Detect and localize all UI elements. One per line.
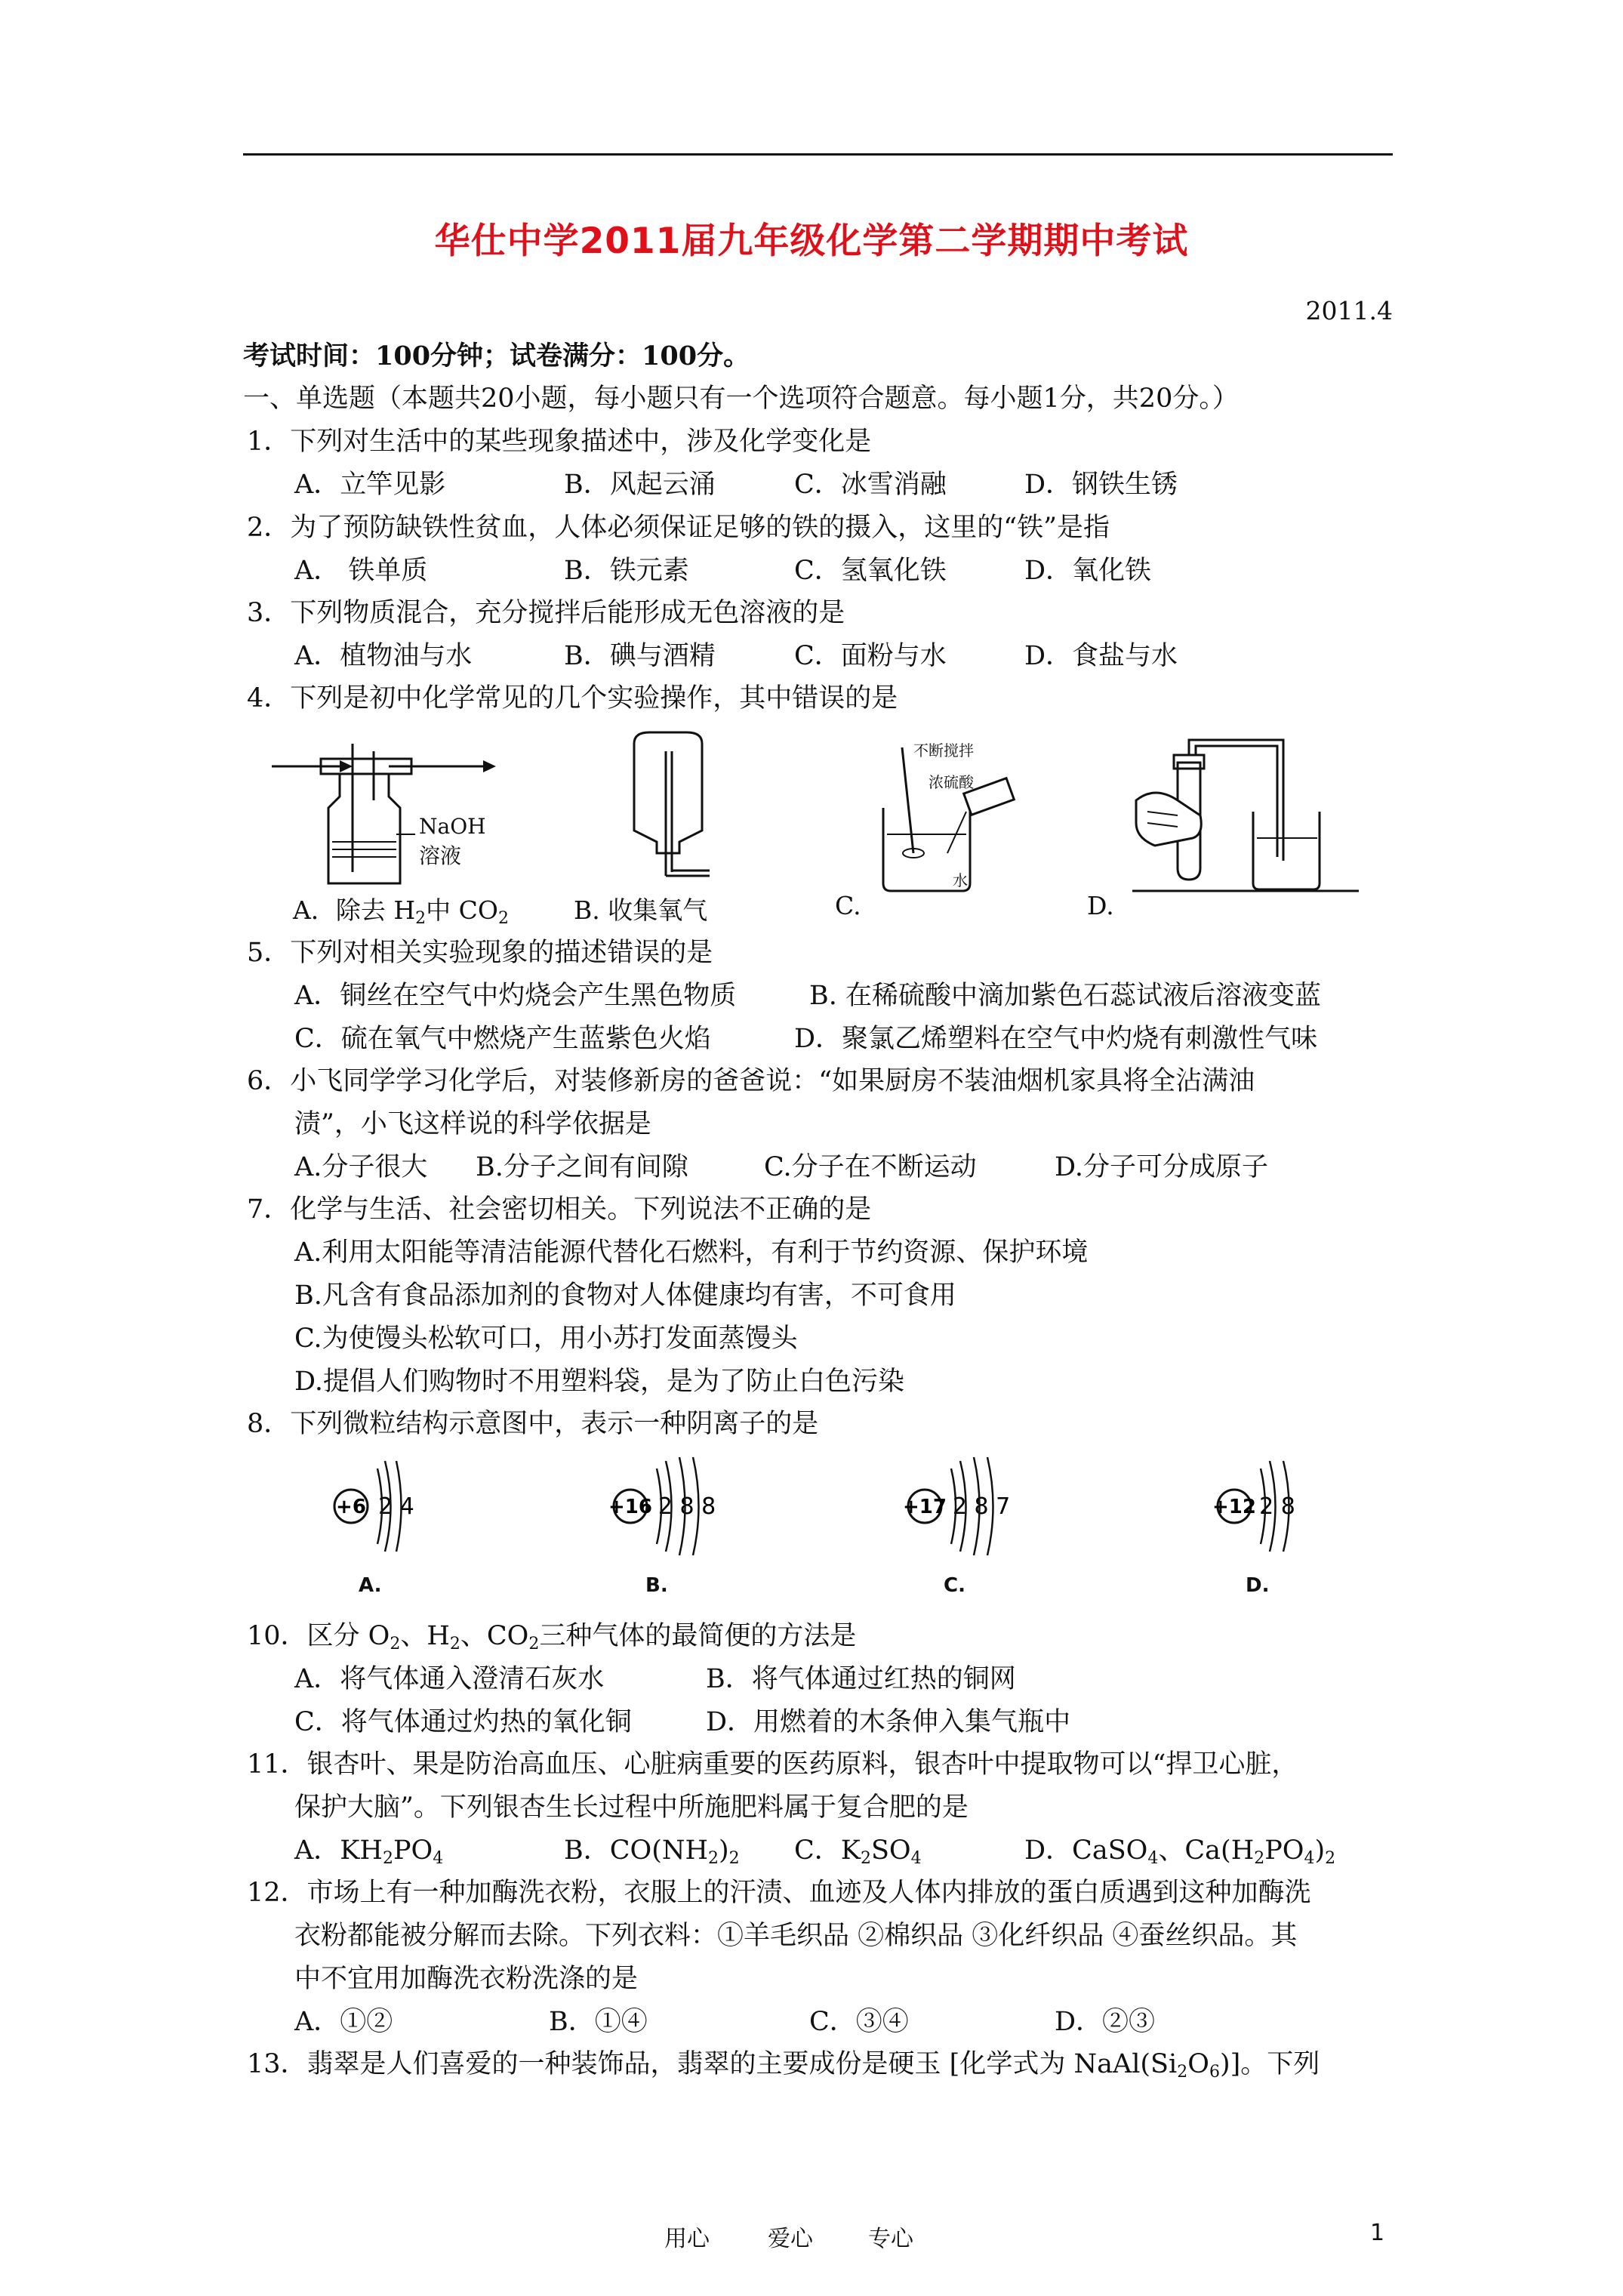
fig-a-caption <box>293 891 509 928</box>
naoh-label: NaOH <box>419 814 486 839</box>
atom-c-shells: 2 8 7 <box>952 1493 1011 1520</box>
question-12-stem-line3: 中不宜用加酶洗衣粉洗涤的是 <box>294 1964 639 1994</box>
q11-c-mid: SO <box>870 1835 911 1866</box>
q10-stem-part1: 10．区分 O <box>247 1621 390 1651</box>
q3-option-d: D．食盐与水 <box>1024 641 1178 671</box>
q2-option-a: A． 铁单质 <box>294 556 428 586</box>
page-number: 1 <box>1370 2220 1385 2246</box>
footer-motto-3: 专心 <box>868 2226 913 2252</box>
q2-option-b: B．铁元素 <box>564 556 689 586</box>
q11-d-mid2: PO <box>1264 1835 1304 1866</box>
atom-diagram-d <box>1208 1453 1321 1559</box>
q10-stem-part4: 三种气体的最简便的方法是 <box>539 1621 857 1651</box>
header-rule <box>243 153 1393 156</box>
footer-motto-1: 用心 <box>664 2226 710 2252</box>
atom-b-shells: 2 8 8 <box>658 1493 716 1520</box>
question-11-stem-line1: 11．银杏叶、果是防治高血压、心脏病重要的医药原料，银杏叶中提取物可以“捍卫心脏， <box>247 1749 1298 1780</box>
q1-option-b: B．风起云涌 <box>564 470 716 500</box>
fig-a-co-sub: 2 <box>497 909 509 928</box>
q7-option-d: D.提倡人们购物时不用塑料袋，是为了防止白色污染 <box>294 1367 904 1397</box>
question-1-stem: 1．下列对生活中的某些现象描述中，涉及化学变化是 <box>247 427 872 457</box>
q10-sub2: 2 <box>449 1635 460 1653</box>
fig-c-caption: C. <box>835 891 861 920</box>
atom-a-shells: 2 4 <box>378 1493 414 1520</box>
fig-b-caption: B. 收集氧气 <box>574 895 708 925</box>
q2-option-d: D．氧化铁 <box>1024 556 1152 586</box>
atom-diagram-b <box>604 1453 740 1559</box>
q10-option-d: D．用燃着的木条伸入集气瓶中 <box>706 1707 1071 1737</box>
fig-a-h-sub: 2 <box>415 909 427 928</box>
atom-diagram-c <box>898 1453 1034 1559</box>
q11-option-a <box>294 1834 443 1875</box>
q11-b-sub2: 2 <box>728 1849 740 1868</box>
q11-d-sub4: 2 <box>1325 1849 1336 1868</box>
q11-b-text: B．CO(NH <box>564 1835 708 1866</box>
q3-option-a: A．植物油与水 <box>294 641 473 671</box>
atom-d-label: D. <box>1246 1574 1270 1597</box>
atom-diagram-a <box>325 1453 438 1559</box>
q11-d-sub2: 2 <box>1254 1849 1265 1868</box>
question-11-stem-line2: 保护大脑”。下列银杏生长过程中所施肥料属于复合肥的是 <box>294 1792 969 1823</box>
figure-airtightness-check <box>1132 732 1374 895</box>
q12-option-b: B．①④ <box>549 2007 648 2037</box>
question-12-stem-line2: 衣粉都能被分解而去除。下列衣料：①羊毛织品 ②棉织品 ③化纤织品 ④蚕丝织品。其 <box>294 1921 1298 1951</box>
q6-option-a: A.分子很大 <box>294 1152 428 1182</box>
page-title: 华仕中学2011届九年级化学第二学期期中考试 <box>434 220 1189 262</box>
q2-option-c: C．氢氧化铁 <box>794 556 947 586</box>
q5-option-b: B. 在稀硫酸中滴加紫色石蕊试液后溶液变蓝 <box>809 981 1321 1011</box>
atom-a-nucleus: +6 <box>336 1496 366 1518</box>
q11-c-sub1: 2 <box>860 1849 871 1868</box>
q12-option-c: C．③④ <box>809 2007 909 2037</box>
section-heading: 一、单选题（本题共20小题，每小题只有一个选项符合题意。每小题1分，共20分。） <box>243 384 1239 414</box>
fig-a-mid: 中 <box>426 895 451 925</box>
fig-d-caption: D. <box>1087 891 1114 920</box>
q5-option-c: C．硫在氧气中燃烧产生蓝紫色火焰 <box>294 1024 711 1054</box>
q7-option-a: A.利用太阳能等清洁能源代替化石燃料，有利于节约资源、保护环境 <box>294 1237 1089 1268</box>
q6-option-c: C.分子在不断运动 <box>764 1152 977 1182</box>
atom-d-nucleus: +12 <box>1212 1496 1256 1518</box>
q1-option-d: D．钢铁生锈 <box>1024 470 1178 500</box>
question-5-stem: 5．下列对相关实验现象的描述错误的是 <box>247 938 713 968</box>
q10-sub3: 2 <box>528 1635 540 1653</box>
q13-sub2: 6 <box>1209 2063 1220 2082</box>
q12-option-a: A．①② <box>294 2007 393 2037</box>
atom-c-label: C. <box>944 1574 965 1597</box>
fig-a-caption-text: A．除去 <box>293 895 386 925</box>
q3-option-c: C．面粉与水 <box>794 641 947 671</box>
question-8-stem: 8．下列微粒结构示意图中，表示一种阴离子的是 <box>247 1409 819 1439</box>
question-10-stem <box>247 1620 856 1661</box>
exam-date: 2011.4 <box>1305 296 1393 325</box>
exam-info: 考试时间：100分钟；试卷满分：100分。 <box>243 341 750 371</box>
q7-option-c: C.为使馒头松软可口，用小苏打发面蒸馒头 <box>294 1324 798 1354</box>
q6-option-d: D.分子可分成原子 <box>1055 1152 1268 1182</box>
stir-label: 不断搅拌 <box>913 741 974 760</box>
footer-motto-2: 爱心 <box>768 2226 813 2252</box>
q11-a-mid: PO <box>393 1835 433 1866</box>
q5-option-d: D．聚氯乙烯塑料在空气中灼烧有刺激性气味 <box>794 1024 1318 1054</box>
q6-option-b: B.分子之间有间隙 <box>476 1152 688 1182</box>
q13-stem-text: 13．翡翠是人们喜爱的一种装饰品，翡翠的主要成份是硬玉 [化学式为 NaAl(Si <box>247 2049 1178 2079</box>
q13-sub1: 2 <box>1177 2063 1188 2082</box>
q1-option-c: C．冰雪消融 <box>794 470 947 500</box>
question-13-stem <box>247 2048 1320 2089</box>
q11-d-sub1: 4 <box>1147 1849 1159 1868</box>
q11-option-b <box>564 1834 740 1875</box>
acid-label: 浓硫酸 <box>929 773 974 791</box>
atom-c-nucleus: +17 <box>903 1496 947 1518</box>
question-12-stem-line1: 12．市场上有一种加酶洗衣粉，衣服上的汗渍、血迹及人体内排放的蛋白质遇到这种加酶洗 <box>247 1878 1311 1908</box>
q1-option-a: A．立竿见影 <box>294 470 446 500</box>
q10-option-b: B．将气体通过红热的铜网 <box>706 1664 1016 1694</box>
q10-sub1: 2 <box>390 1635 401 1653</box>
q10-option-a: A．将气体通入澄清石灰水 <box>294 1664 605 1694</box>
water-label: 水 <box>953 871 968 889</box>
q3-option-b: B．碘与酒精 <box>564 641 716 671</box>
q11-c-text: C．K <box>794 1835 861 1866</box>
atom-d-shells: 2 8 <box>1259 1493 1295 1520</box>
question-2-stem: 2．为了预防缺铁性贫血，人体必须保证足够的铁的摄入，这里的“铁”是指 <box>247 513 1110 543</box>
question-6-stem-line1: 6．小飞同学学习化学后，对装修新房的爸爸说：“如果厨房不装油烟机家具将全沾满油 <box>247 1066 1255 1096</box>
q11-option-d <box>1024 1834 1335 1875</box>
q11-d-sub3: 4 <box>1304 1849 1315 1868</box>
atom-a-label: A. <box>359 1574 382 1597</box>
fig-a-co: CO <box>458 895 498 925</box>
q11-d-text: D．CaSO <box>1024 1835 1148 1866</box>
atom-b-label: B. <box>645 1574 668 1597</box>
q13-post: )]。下列 <box>1219 2049 1320 2079</box>
q13-mid: O <box>1187 2049 1209 2079</box>
figure-gas-collection-bottle <box>619 729 725 887</box>
question-6-stem-line2: 渍”，小飞这样说的科学依据是 <box>294 1109 651 1139</box>
q11-a-sub1: 2 <box>382 1849 393 1868</box>
q11-d-mid: 、Ca(H <box>1158 1835 1255 1866</box>
q10-stem-part2: 、H <box>400 1621 450 1651</box>
question-7-stem: 7．化学与生活、社会密切相关。下列说法不正确的是 <box>247 1194 872 1225</box>
q10-option-c: C．将气体通过灼热的氧化铜 <box>294 1707 632 1737</box>
question-3-stem: 3．下列物质混合，充分搅拌后能形成无色溶液的是 <box>247 598 845 628</box>
q11-d-post: ) <box>1314 1835 1326 1866</box>
fig-a-h: H <box>393 895 416 925</box>
q11-c-sub2: 4 <box>910 1849 922 1868</box>
atom-b-nucleus: +16 <box>608 1496 652 1518</box>
question-4-stem: 4．下列是初中化学常见的几个实验操作，其中错误的是 <box>247 683 898 713</box>
q11-a-sub2: 4 <box>433 1849 444 1868</box>
q11-a-text: A．KH <box>294 1835 383 1866</box>
q7-option-b: B.凡含有食品添加剂的食物对人体健康均有害，不可食用 <box>294 1281 956 1311</box>
q11-b-sub1: 2 <box>708 1849 719 1868</box>
solution-label: 溶液 <box>419 843 462 868</box>
q12-option-d: D．②③ <box>1055 2007 1156 2037</box>
q10-stem-part3: 、CO <box>460 1621 529 1651</box>
q11-b-post: ) <box>719 1835 729 1866</box>
q11-option-c <box>794 1834 922 1875</box>
q5-option-a: A．铜丝在空气中灼烧会产生黑色物质 <box>294 981 737 1011</box>
